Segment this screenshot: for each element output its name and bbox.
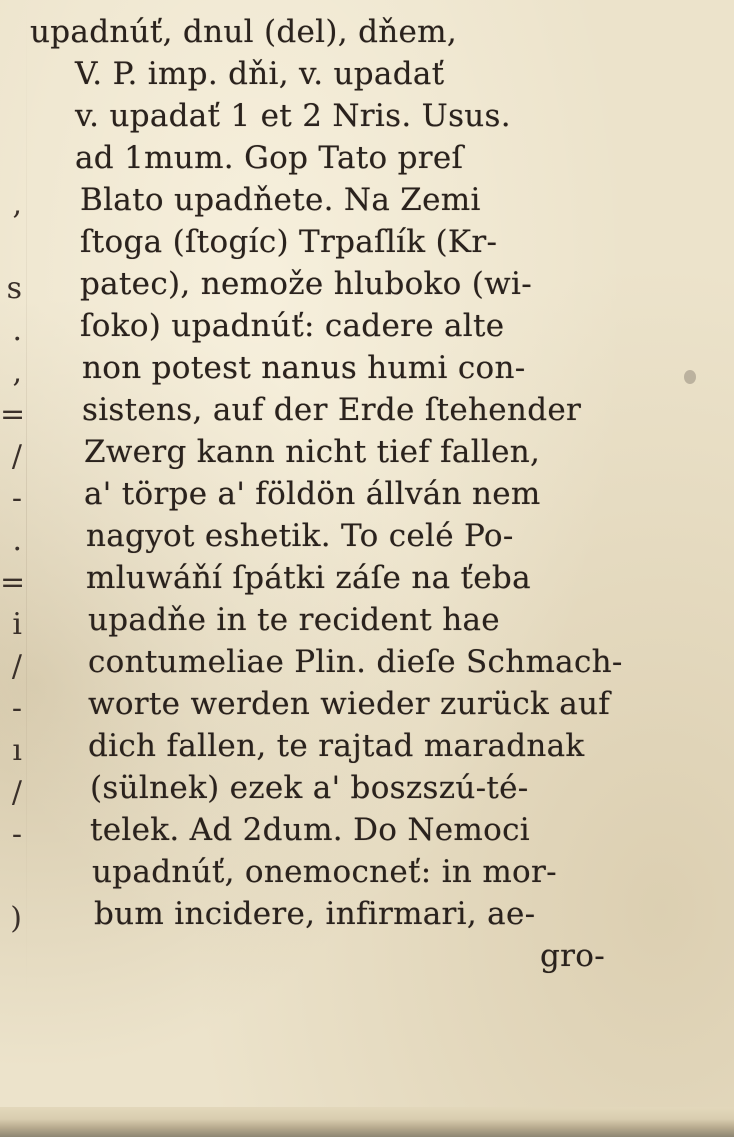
page-bottom-edge xyxy=(0,1107,734,1137)
text-line-10: sistens, auf der Erde ſtehender xyxy=(82,392,582,428)
text-line-2: V. P. imp. dňi, v. upadať xyxy=(75,56,445,92)
gutter-mark: - xyxy=(11,691,22,726)
text-line-20: telek. Ad 2dum. Do Nemoci xyxy=(90,812,530,848)
text-line-11: Zwerg kann nicht tief fallen, xyxy=(84,434,541,470)
text-line-13: nagyot eshetik. To celé Po- xyxy=(86,518,514,554)
text-line-19: (sülnek) ezek a' boszszú-té- xyxy=(90,770,529,806)
catchword: gro- xyxy=(540,938,606,974)
gutter-mark: = xyxy=(0,565,26,600)
text-line-9: non potest nanus humi con- xyxy=(82,350,526,386)
gutter-mark: - xyxy=(11,817,22,852)
gutter-mark: / xyxy=(11,649,22,684)
gutter-mark: , xyxy=(12,355,22,390)
text-line-1: upadnúť, dnul (del), dňem, xyxy=(30,14,457,50)
gutter-mark: ) xyxy=(10,901,22,936)
gutter-mark: ı xyxy=(12,733,22,768)
text-line-14: mluwáňí ſpátki záſe na ťeba xyxy=(86,560,531,596)
text-line-15: upadňe in te recident hae xyxy=(88,602,500,638)
text-line-8: ſoko) upadnúť: cadere alte xyxy=(80,308,505,344)
text-line-3: v. upadať 1 et 2 Nris. Usus. xyxy=(75,98,511,134)
gutter-mark: , xyxy=(12,187,22,222)
gutter-mark: i xyxy=(12,607,22,642)
text-line-7: patec), nemože hluboko (wi- xyxy=(80,266,532,302)
gutter-mark: s xyxy=(6,271,22,306)
gutter-mark: . xyxy=(12,523,22,558)
text-line-21: upadnúť, onemocneť: in mor- xyxy=(92,854,557,890)
gutter-mark: - xyxy=(11,481,22,516)
text-line-16: contumeliae Plin. dieſe Schmach- xyxy=(88,644,623,680)
gutter-mark: / xyxy=(11,775,22,810)
text-line-6: ſtoga (ſtogíc) Trpaſlík (Kr- xyxy=(80,224,498,260)
text-line-5: Blato upadňete. Na Zemi xyxy=(80,182,481,218)
text-line-18: dich fallen, te rajtad maradnak xyxy=(88,728,585,764)
gutter-mark: / xyxy=(11,439,22,474)
text-line-22: bum incidere, infirmari, ae- xyxy=(94,896,536,932)
text-line-17: worte werden wieder zurück auf xyxy=(88,686,611,722)
gutter-mark: = xyxy=(0,397,26,432)
gutter-mark: . xyxy=(12,313,22,348)
page-gutter xyxy=(26,0,27,1000)
paper-stain xyxy=(684,370,696,384)
text-line-4: ad 1mum. Gop Tato preſ xyxy=(75,140,464,176)
text-line-12: a' törpe a' földön állván nem xyxy=(84,476,541,512)
